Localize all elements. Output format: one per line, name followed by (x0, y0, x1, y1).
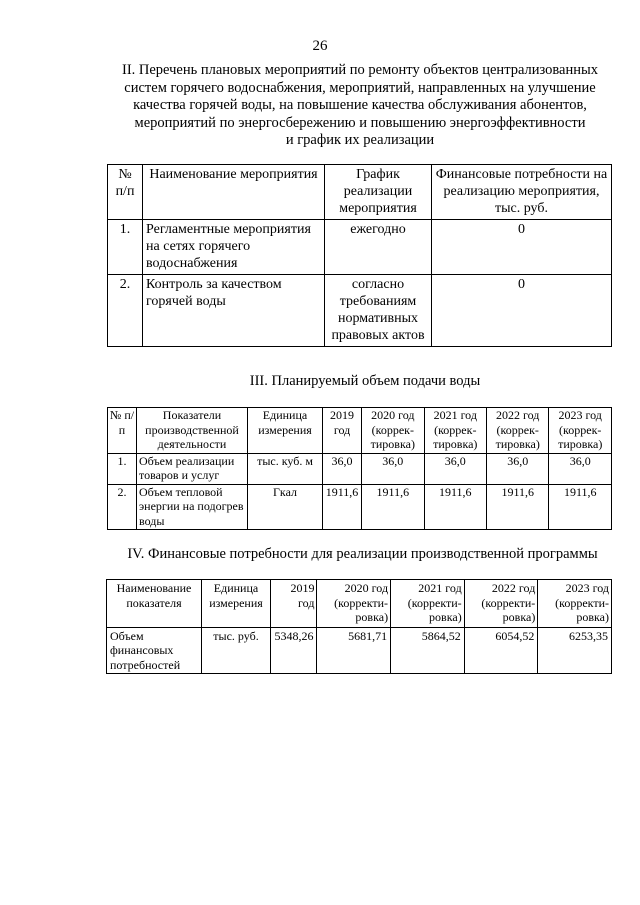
header-2023: 2023 год (корректи-ровка) (538, 580, 612, 628)
section-2-title-line: систем горячего водоснабжения, мероприятий, направленных на улучшение (124, 79, 596, 96)
cell-2020: 36,0 (362, 453, 424, 484)
cell-num: 1. (108, 220, 143, 275)
table-row (108, 220, 612, 275)
header-schedule: График реализации мероприятия (325, 165, 432, 220)
header-num: № п/п (108, 165, 143, 220)
activities-table (107, 164, 612, 347)
cell-2022: 36,0 (487, 453, 549, 484)
cell-2020: 1911,6 (362, 484, 424, 530)
header-2021: 2021 год (корректи-ровка) (391, 580, 465, 628)
cell-schedule: ежегодно (325, 220, 432, 275)
cell-2019: 5348,26 (271, 627, 317, 674)
cell-unit: тыс. руб. (202, 627, 271, 674)
section-2-title-line: II. Перечень плановых мероприятий по ремонту объектов централизованных (121, 62, 599, 78)
table-header-row (108, 165, 612, 220)
section-2-title (100, 62, 620, 150)
section-2-title-line: качества горячей воды, на повышение качества обслуживания абонентов, (133, 97, 587, 113)
table-row (108, 453, 612, 484)
cell-2022: 1911,6 (487, 484, 549, 530)
header-num: № п/п (108, 408, 137, 454)
cell-2021: 1911,6 (424, 484, 486, 530)
header-name: Наименование мероприятия (143, 165, 325, 220)
table-header-row (108, 408, 612, 454)
cell-finance: 0 (432, 275, 612, 347)
header-2020: 2020 год (корректи-ровка) (317, 580, 391, 628)
header-2020: 2020 год (коррек-тировка) (362, 408, 424, 454)
header-2021: 2021 год (коррек-тировка) (424, 408, 486, 454)
table-row (107, 627, 612, 674)
header-indicator: Показатели производственной деятельности (137, 408, 248, 454)
cell-2023: 1911,6 (549, 484, 612, 530)
cell-unit: тыс. куб. м (248, 453, 323, 484)
cell-2019: 1911,6 (323, 484, 362, 530)
cell-indicator: Объем реализации товаров и услуг (137, 453, 248, 484)
header-2023: 2023 год (коррек-тировка) (549, 408, 612, 454)
cell-unit: Гкал (248, 484, 323, 530)
cell-num: 2. (108, 275, 143, 347)
section-3-title: III. Планируемый объем подачи воды (249, 373, 481, 389)
water-supply-table (107, 407, 612, 530)
header-2019: 2019 год (323, 408, 362, 454)
header-2022: 2022 год (корректи-ровка) (464, 580, 538, 628)
table-row (108, 484, 612, 530)
header-finance: Финансовые потребности на реализацию мероприятия, тыс. руб. (432, 165, 612, 220)
header-2022: 2022 год (коррек-тировка) (487, 408, 549, 454)
header-2019: 2019 год (271, 580, 317, 628)
section-2-title-line: мероприятий по энергосбережению и повышению энергоэффективности (134, 114, 586, 131)
section-2-title-line: и график их реализации (285, 132, 435, 148)
cell-2022: 6054,52 (464, 627, 538, 674)
cell-2021: 36,0 (424, 453, 486, 484)
cell-2023: 6253,35 (538, 627, 612, 674)
header-unit: Единица измерения (248, 408, 323, 454)
cell-num: 1. (108, 453, 137, 484)
table-header-row (107, 580, 612, 628)
page-number: 26 (312, 38, 328, 54)
cell-name: Регламентные мероприятия на сетях горячего водоснабжения (143, 220, 325, 275)
cell-name: Контроль за качеством горячей воды (143, 275, 325, 347)
cell-2021: 5864,52 (391, 627, 465, 674)
cell-2020: 5681,71 (317, 627, 391, 674)
header-name: Наименование показателя (107, 580, 202, 628)
cell-finance: 0 (432, 220, 612, 275)
cell-2019: 36,0 (323, 453, 362, 484)
cell-2023: 36,0 (549, 453, 612, 484)
table-row (108, 275, 612, 347)
cell-num: 2. (108, 484, 137, 530)
financial-needs-table (106, 579, 612, 674)
header-unit: Единица измерения (202, 580, 271, 628)
cell-name: Объем финансовых потребностей (107, 627, 202, 674)
cell-indicator: Объем тепловой энергии на подогрев воды (137, 484, 248, 530)
cell-schedule: согласно требованиям нормативных правовых актов (325, 275, 432, 347)
section-4-title: IV. Финансовые потребности для реализации производственной программы (127, 546, 598, 562)
